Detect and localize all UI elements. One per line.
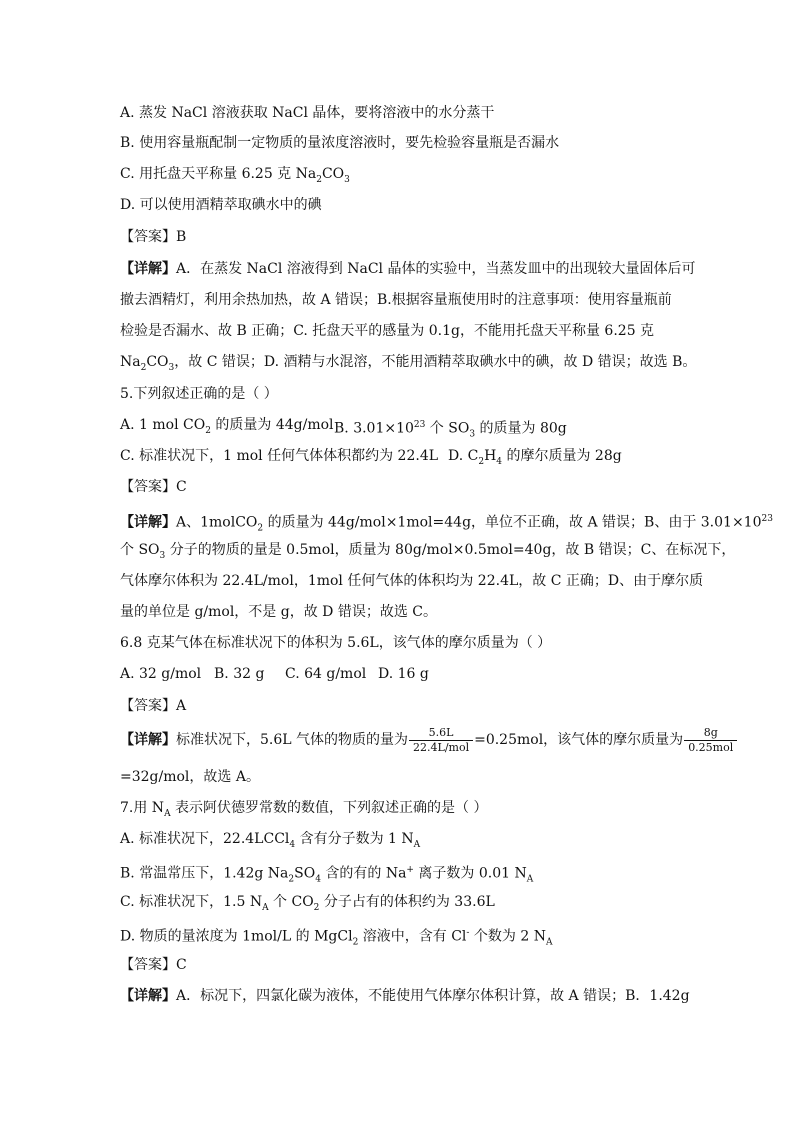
q5-stem: 5.下列叙述正确的是（ ） <box>120 386 278 402</box>
q6-explain-line-2: =32g/mol，故选 A。 <box>120 769 260 785</box>
q4-explain-line-2: 撤去酒精灯，利用余热加热，故 A 错误；B.根据容量瓶使用时的注意事项：使用容量瓶前 <box>120 292 672 308</box>
q7-answer: 【答案】C <box>120 957 187 973</box>
q6-stem: 6.8 克某气体在标准状况下的体积为 5.6L，该气体的摩尔质量为（ ） <box>120 635 552 651</box>
q6-explain-line-1: 【详解】标准状况下，5.6L 气体的物质的量为 $\frac{5.6L}{\text{22.4L/mol}}$ =0.25mol，该气体的摩尔质量为 $\frac{8g}{\text{0.25mol}}$ <box>120 724 680 756</box>
q6-option-d: D. 16 g <box>378 666 429 682</box>
q5-explain-line-1: 【详解】A、1molCO$_2$ 的质量为 44g/mol×1mol=44g，单位不正确，故 A 错误；B、由于 $3.01\times 10^{23}$ <box>120 514 773 534</box>
q6-option-c: C. 64 g/mol <box>285 666 367 682</box>
q5-explain-line-4: 量的单位是 g/mol，不是 g，故 D 错误；故选 C。 <box>120 604 438 620</box>
q7-option-a: A. 标准状况下，22.4LCCl$_4$ 含有分子数为 1 $N_A$ <box>120 831 421 850</box>
q5-answer: 【答案】C <box>120 479 187 495</box>
fraction-volume: $\frac{5.6L}{\text{22.4L/mol}}$ <box>409 726 473 755</box>
fraction-molar-mass: $\frac{8g}{\text{0.25mol}}$ <box>684 726 737 755</box>
q5-option-a: A. 1 mol $CO_2$ 的质量为 44g/mol <box>120 417 334 436</box>
q4-answer: 【答案】B <box>120 229 187 245</box>
q4-explain-line-3: 检验是否漏水、故 B 正确；C. 托盘天平的感量为 0.1g，不能用托盘天平称量 6.25 克 <box>120 323 655 339</box>
q4-option-a: A. 蒸发 NaCl 溶液获取 NaCl 晶体，要将溶液中的水分蒸干 <box>120 105 495 121</box>
q5-explain-line-3: 气体摩尔体积为 22.4L/mol，1mol 任何气体的体积均为 22.4L，故 C 正确；D、由于摩尔质 <box>120 573 704 589</box>
q5-option-c: C. 标准状况下，1 mol 任何气体体积都约为 22.4L <box>120 448 439 464</box>
q4-option-b: B. 使用容量瓶配制一定物质的量浓度溶液时，要先检验容量瓶是否漏水 <box>120 135 560 151</box>
q7-explain-line-1: 【详解】A．标况下，四氯化碳为液体，不能使用气体摩尔体积计算，故 A 错误；B．1.42g <box>120 988 690 1004</box>
q5-option-d: D. $C_2H_4$ 的摩尔质量为 28g <box>448 448 622 467</box>
q4-explain-line-4: $Na_2CO_3$，故 C 错误；D. 酒精与水混溶，不能用酒精萃取碘水中的碘，故 D 错误；故选 B。 <box>120 354 697 373</box>
q4-option-d: D. 可以使用酒精萃取碘水中的碘 <box>120 197 322 213</box>
q4-explain-line-1: 【详解】A．在蒸发 NaCl 溶液得到 NaCl 晶体的实验中，当蒸发皿中的出现较大量固体后可 <box>120 261 696 277</box>
q7-option-d: D. 物质的量浓度为 1mol/L 的 MgCl$_2$ 溶液中，含有 Cl- 个数为 2 $N_A$ <box>120 928 553 948</box>
q5-option-b: B. $3.01\times 10^{23}$ 个 $SO_3$ 的质量为 80g <box>334 420 567 440</box>
q6-answer: 【答案】A <box>120 698 187 714</box>
q5-explain-line-2: 个 $SO_3$ 分子的物质的量是 0.5mol，质量为 80g/mol×0.5mol=40g，故 B 错误；C、在标况下， <box>120 542 736 561</box>
q6-option-a: A. 32 g/mol <box>120 666 202 682</box>
q7-stem: 7.用 $N_A$ 表示阿伏德罗常数的数值，下列叙述正确的是（ ） <box>120 800 488 819</box>
q4-option-c: C. 用托盘天平称量 6.25 克 $Na_2CO_3$ <box>120 166 350 185</box>
q7-option-c: C. 标准状况下，1.5 $N_A$ 个 $CO_2$ 分子占有的体积约为 33.6L <box>120 894 495 913</box>
q6-option-b: B. 32 g <box>214 666 265 682</box>
q7-option-b: B. 常温常压下，1.42g $Na_2SO_4$ 含的有的 Na+ 离子数为 0.01 $N_A$ <box>120 865 534 885</box>
